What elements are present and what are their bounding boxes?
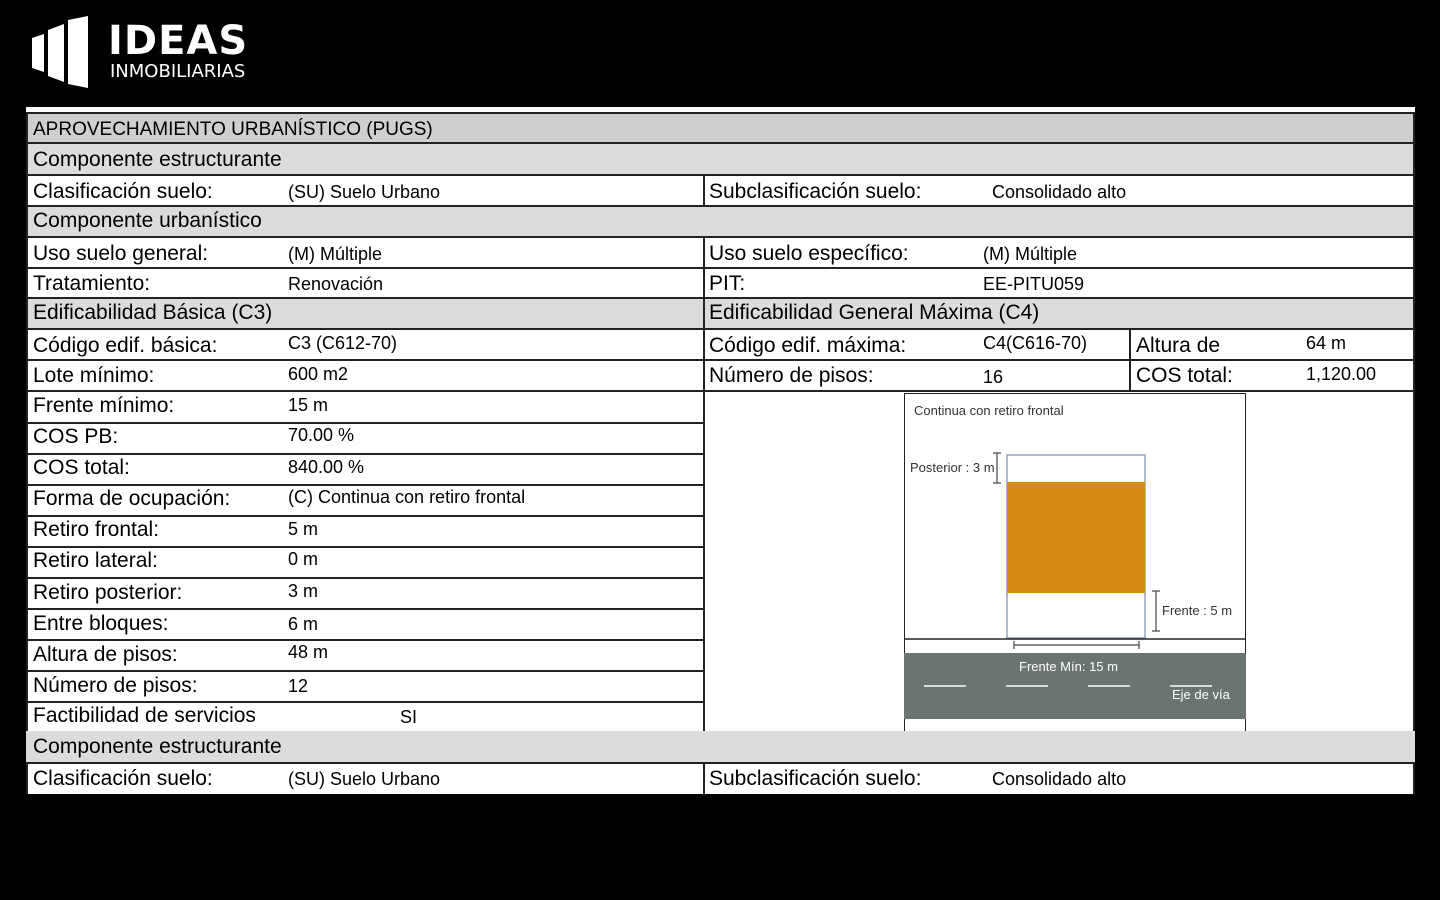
brand-name: IDEAS <box>108 18 249 64</box>
building-footprint <box>1007 482 1145 593</box>
urban-use-sheet <box>26 107 1415 794</box>
altura-maxima-value: 64 m <box>1306 333 1347 353</box>
lote-row <box>26 361 1415 392</box>
uso-especifico-label: Uso suelo específico: <box>709 242 909 265</box>
pit-label: PIT: <box>709 272 746 295</box>
diagram-title: Continua con retiro frontal <box>914 403 1064 418</box>
subclasificacion-label: Subclasificación suelo: <box>709 180 922 203</box>
codigo-basica-value: C3 (C612-70) <box>288 333 398 353</box>
numero-pisos-label: Número de pisos: <box>33 674 198 697</box>
retiro-posterior-value: 3 m <box>288 581 319 601</box>
clasificacion-label: Clasificación suelo: <box>33 180 213 203</box>
lote-label: Lote mínimo: <box>33 364 155 387</box>
forma-value: (C) Continua con retiro frontal <box>288 487 526 507</box>
subclasificacion-value: Consolidado alto <box>992 182 1127 202</box>
section-urbanistico <box>26 207 1415 238</box>
title-row <box>26 112 1415 144</box>
tratamiento-label: Tratamiento: <box>33 272 151 295</box>
entre-bloques-label: Entre bloques: <box>33 612 169 635</box>
pisos-maxima-value: 16 <box>983 367 1004 387</box>
section-header: Componente estructurante <box>33 148 282 171</box>
cos-total-label: COS total: <box>33 456 130 479</box>
building-logo-icon <box>30 16 92 88</box>
frente-label: Frente mínimo: <box>33 394 175 417</box>
cos-pb-value: 70.00 % <box>288 425 355 445</box>
uso-general-value: (M) Múltiple <box>288 244 383 264</box>
section-header: Componente urbanístico <box>33 209 262 232</box>
codigo-maxima-label: Código edif. máxima: <box>709 334 907 357</box>
occupation-diagram <box>904 393 1246 733</box>
uso-row <box>26 238 1415 269</box>
edificabilidad-header-row <box>26 299 1415 330</box>
clasificacion-row-repeat <box>26 764 1415 794</box>
brand-subtitle: INMOBILIARIAS <box>110 61 246 82</box>
cos-maxima-label: COS total: <box>1136 364 1233 387</box>
factibilidad-value: SI <box>400 707 418 727</box>
retiro-frontal-label: Retiro frontal: <box>33 518 160 541</box>
clasificacion-value: (SU) Suelo Urbano <box>288 182 441 202</box>
diagram-graphic <box>904 393 1246 733</box>
numero-pisos-value: 12 <box>288 676 309 696</box>
tratamiento-value: Renovación <box>288 274 384 294</box>
retiro-frontal-value: 5 m <box>288 519 319 539</box>
altura-pisos-value: 48 m <box>288 642 329 662</box>
retiro-lateral-value: 0 m <box>288 549 319 569</box>
altura-pisos-label: Altura de pisos: <box>33 643 178 666</box>
eje-via-label: Eje de vía <box>1172 687 1230 702</box>
forma-label: Forma de ocupación: <box>33 487 231 510</box>
lote-value: 600 m2 <box>288 364 349 384</box>
codigo-basica-label: Código edif. básica: <box>33 334 218 357</box>
cos-maxima-value: 1,120.00 <box>1306 364 1377 384</box>
codigo-row <box>26 330 1415 361</box>
factibilidad-label: Factibilidad de servicios <box>33 704 256 727</box>
section-estructurante-repeat <box>26 731 1415 764</box>
clasificacion-row <box>26 176 1415 207</box>
uso-general-label: Uso suelo general: <box>33 242 209 265</box>
clasificacion-label: Clasificación suelo: <box>33 767 213 790</box>
frente-min-label: Frente Mín: 15 m <box>1019 659 1118 674</box>
maxima-header: Edificabilidad General Máxima (C4) <box>709 301 1040 324</box>
retiro-posterior-label: Retiro posterior: <box>33 581 183 604</box>
section-estructurante <box>26 144 1415 176</box>
clasificacion-value: (SU) Suelo Urbano <box>288 769 441 789</box>
subclasificacion-value: Consolidado alto <box>992 769 1127 789</box>
brand-logo <box>30 16 270 88</box>
basica-header: Edificabilidad Básica (C3) <box>33 301 273 324</box>
section-header: Componente estructurante <box>33 735 282 758</box>
uso-especifico-value: (M) Múltiple <box>983 244 1078 264</box>
cos-pb-label: COS PB: <box>33 425 119 448</box>
tratamiento-row <box>26 269 1415 299</box>
subclasificacion-label: Subclasificación suelo: <box>709 767 922 790</box>
codigo-maxima-value: C4(C616-70) <box>983 333 1088 353</box>
frente-retiro-label: Frente : 5 m <box>1162 603 1233 618</box>
cos-total-value: 840.00 % <box>288 457 365 477</box>
frente-value: 15 m <box>288 395 329 415</box>
entre-bloques-value: 6 m <box>288 614 319 634</box>
pisos-maxima-label: Número de pisos: <box>709 364 874 387</box>
pit-value: EE-PITU059 <box>983 274 1085 294</box>
retiro-lateral-label: Retiro lateral: <box>33 549 158 572</box>
posterior-label: Posterior : 3 m <box>910 460 995 475</box>
altura-maxima-label: Altura de <box>1136 334 1221 357</box>
sheet-title: APROVECHAMIENTO URBANÍSTICO (PUGS) <box>33 119 433 140</box>
